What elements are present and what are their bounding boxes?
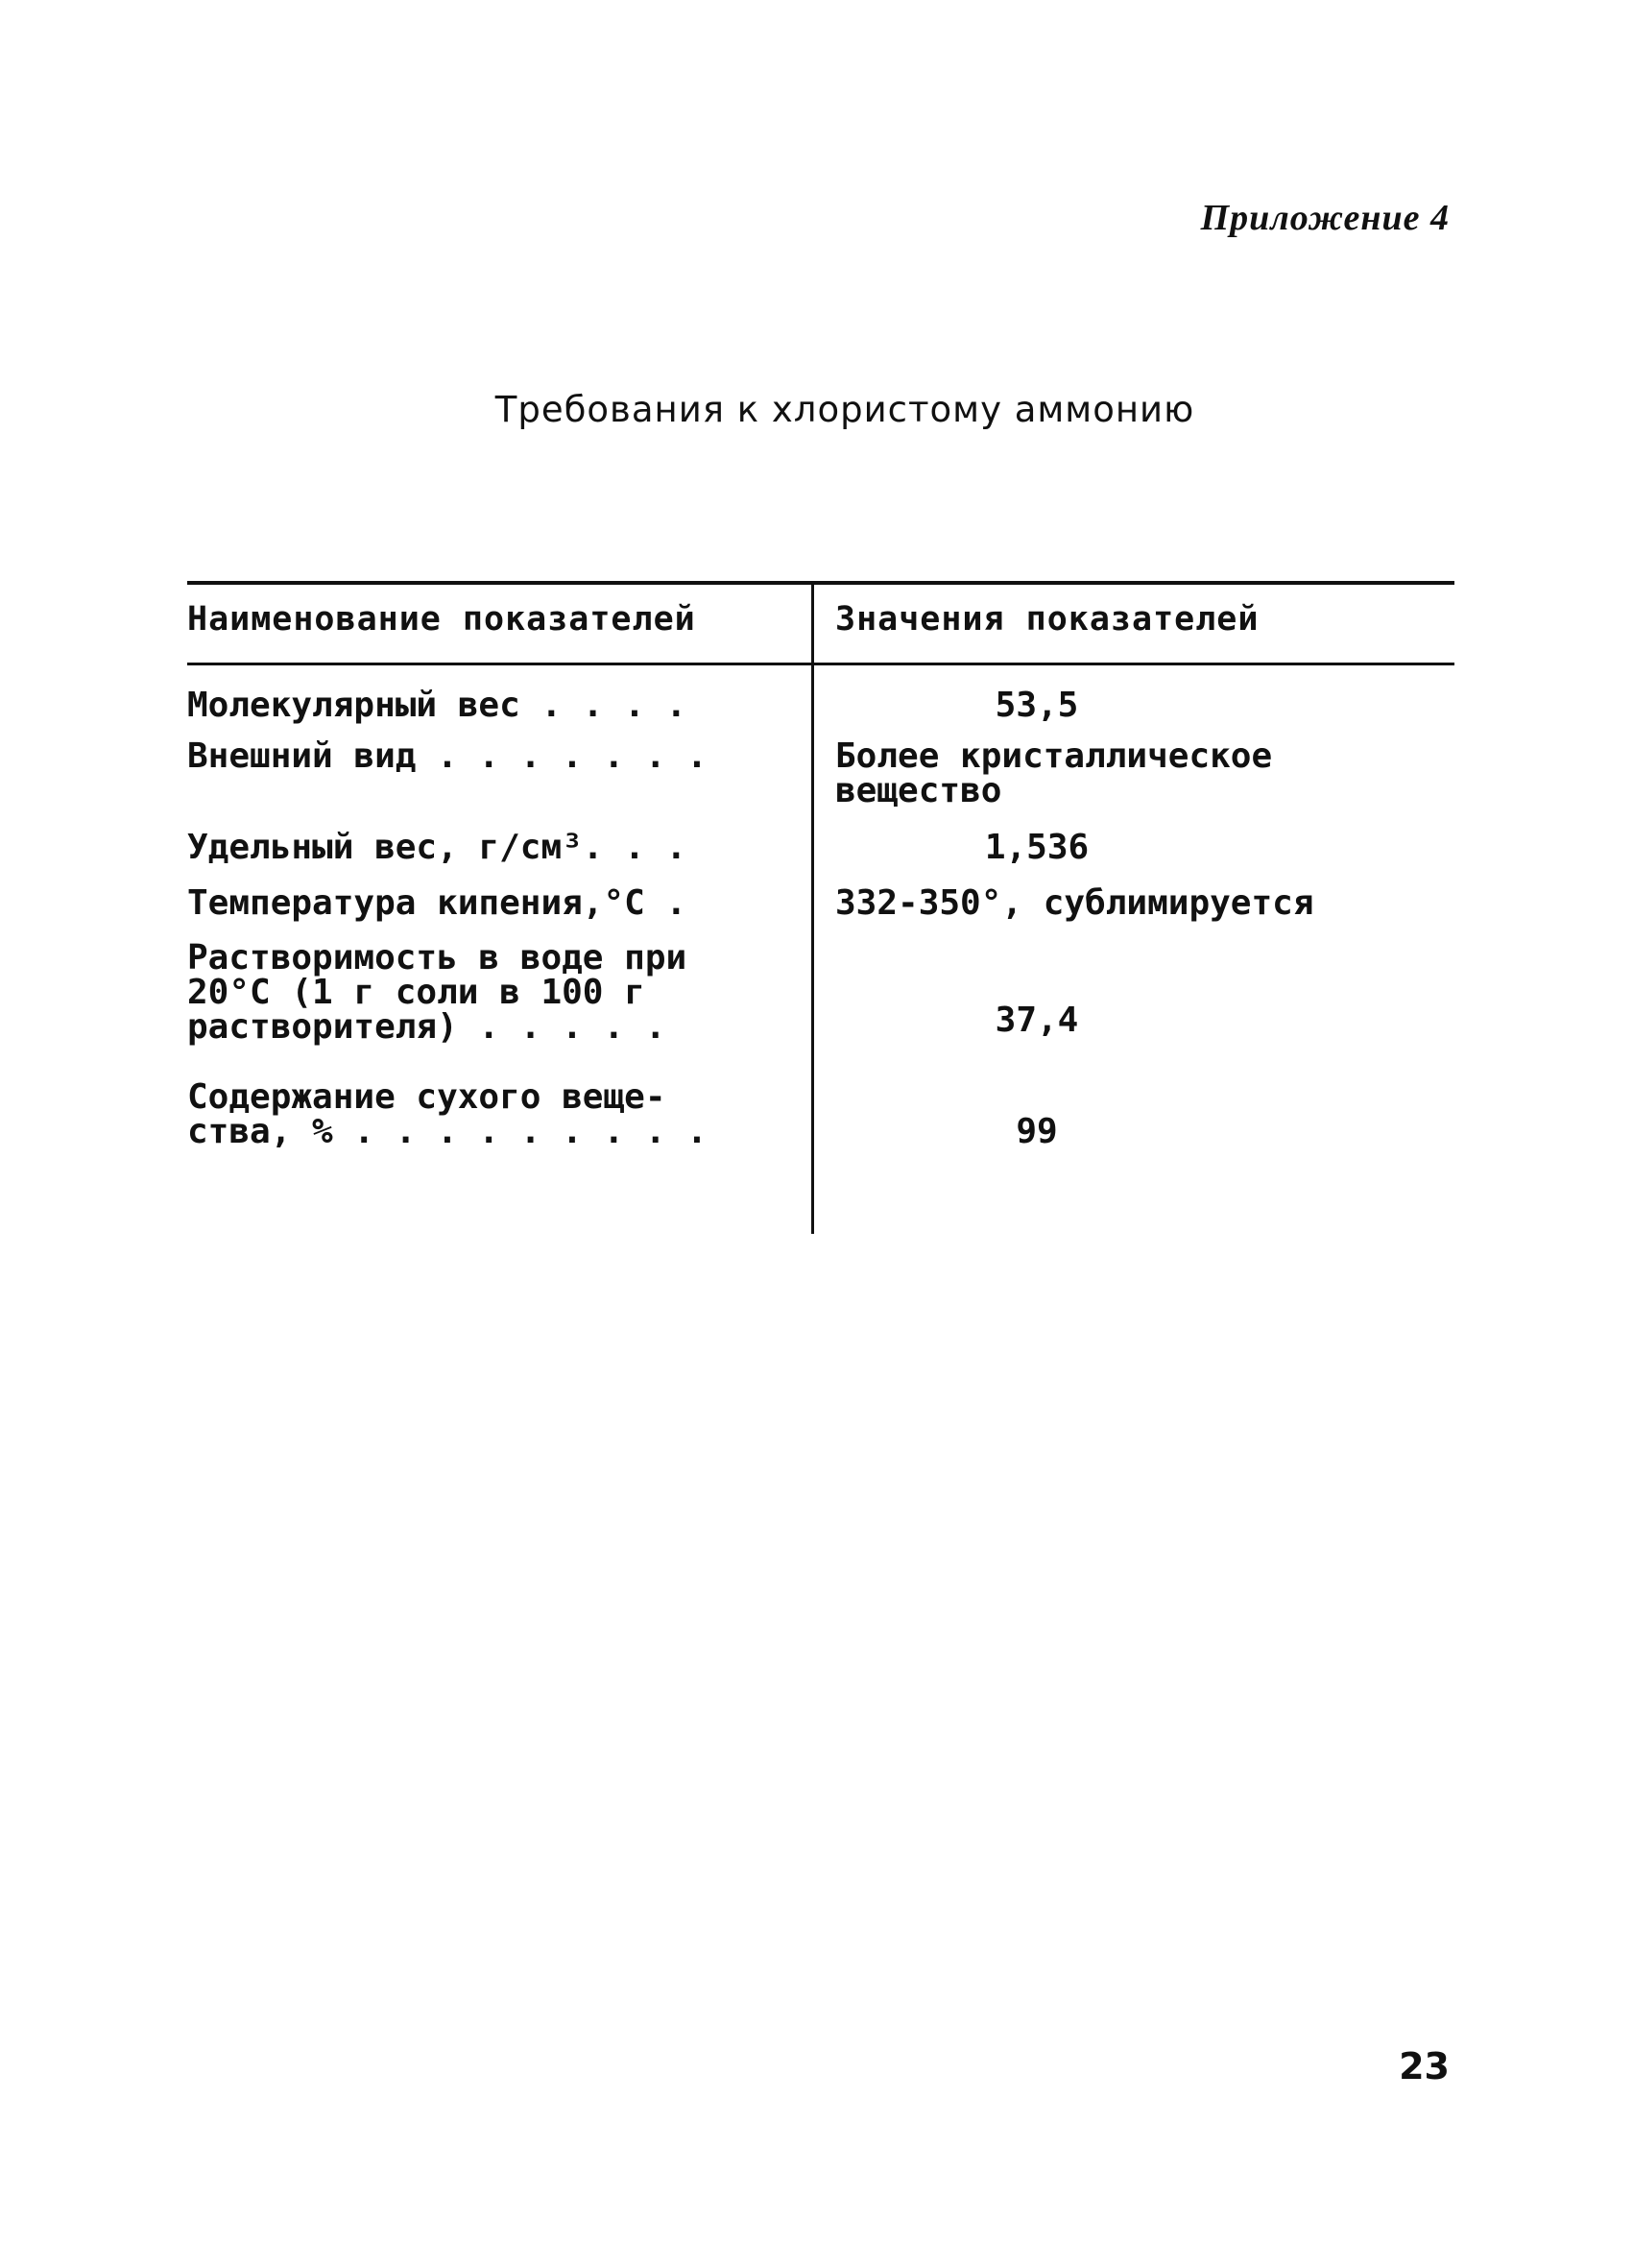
table-header-rule — [187, 663, 1454, 665]
page-number: 23 — [1399, 2045, 1450, 2087]
appendix-label: Приложение 4 — [1200, 198, 1450, 238]
row-specific-gravity-name: Удельный вес, г/см³. . . — [187, 828, 687, 867]
row-solubility-value: 37,4 — [995, 1001, 1079, 1040]
document-title: Требования к хлористому аммонию — [494, 389, 1195, 430]
requirements-table — [187, 581, 1454, 1234]
row-dry-matter-name: Содержание сухого веще- ства, % . . . . . . . . . — [187, 1077, 708, 1151]
row-dry-matter-value: 99 — [1016, 1112, 1058, 1151]
header-indicator-value: Значения показателей — [835, 600, 1260, 639]
row-appearance-value: Более кристаллическое вещество — [835, 736, 1273, 810]
row-molecular-weight-value: 53,5 — [995, 686, 1079, 725]
row-appearance-name: Внешний вид . . . . . . . — [187, 736, 708, 776]
row-boiling-point-value: 332-350°, сублимируется — [835, 883, 1314, 923]
row-boiling-point-name: Температура кипения,°С . — [187, 883, 687, 923]
table-top-rule — [187, 581, 1454, 585]
row-molecular-weight-name: Молекулярный вес . . . . — [187, 686, 687, 725]
row-specific-gravity-value: 1,536 — [984, 828, 1090, 867]
row-solubility-name: Растворимость в воде при 20°С (1 г соли в 100 г растворителя) . . . . . — [187, 938, 687, 1047]
header-indicator-name: Наименование показателей — [187, 600, 696, 639]
table-column-divider — [811, 581, 814, 1234]
